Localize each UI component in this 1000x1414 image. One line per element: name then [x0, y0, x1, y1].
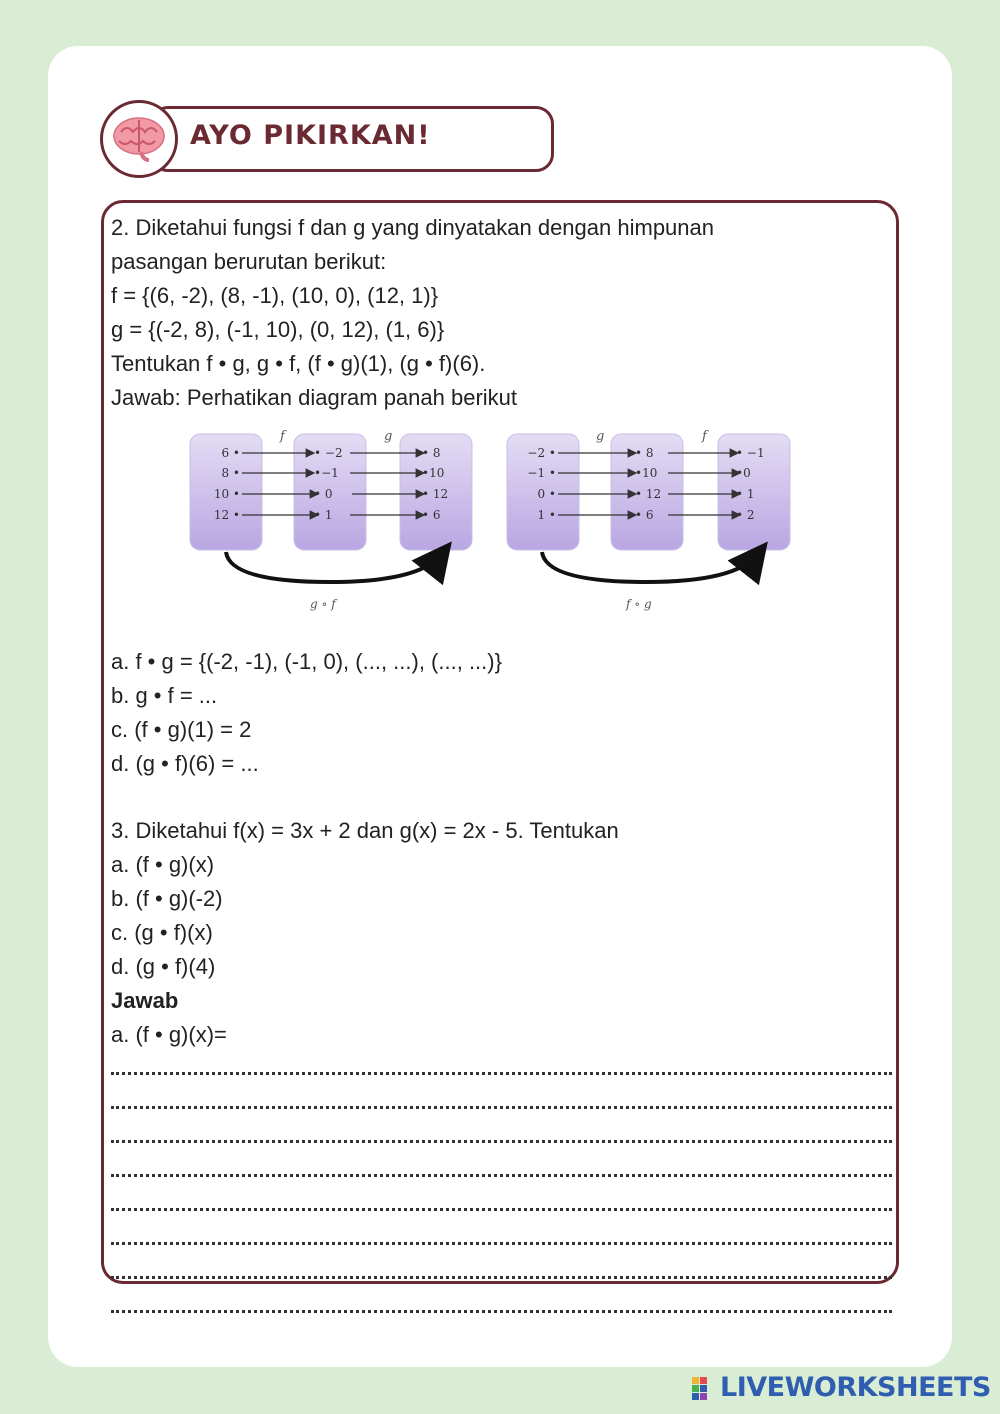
problem3-jawab-label: Jawab [111, 988, 179, 1013]
problem2-f-set: f = {(6, -2), (8, -1), (10, 0), (12, 1)} [111, 283, 439, 308]
svg-text:−2 •: −2 • [527, 446, 556, 460]
diagram-right [507, 429, 790, 611]
liveworksheets-logo [692, 1372, 991, 1403]
problem3-answer-a-label: a. (f • g)(x)= [111, 1022, 227, 1047]
svg-text:• 12: • 12 [635, 487, 662, 501]
svg-text:12 •: 12 • [213, 508, 240, 522]
answer-line-1[interactable] [111, 1072, 892, 1075]
svg-text:• 2: • 2 [736, 508, 755, 522]
svg-text:8 •: 8 • [221, 466, 240, 480]
problem2-line-1: 2. Diketahui fungsi f dan g yang dinyatakan dengan himpunan [111, 215, 714, 240]
svg-text:• 6: • 6 [422, 508, 441, 522]
svg-text:•10: •10 [422, 466, 445, 480]
brand-name: LIVEWORKSHEETS [720, 1372, 991, 1403]
svg-text:• 1: • 1 [736, 487, 755, 501]
problem2-jawab: Jawab: Perhatikan diagram panah berikut [111, 385, 518, 410]
answer-2b[interactable]: b. g • f = ... [111, 683, 218, 708]
svg-text:0 •: 0 • [537, 487, 556, 501]
svg-text:−1 •: −1 • [527, 466, 556, 480]
problem2-task: Tentukan f • g, g • f, (f • g)(1), (g • f)(6). [111, 351, 486, 376]
svg-text:• 12: • 12 [422, 487, 449, 501]
problem3-line-1: 3. Diketahui f(x) = 3x + 2 dan g(x) = 2x - 5. Tentukan [111, 818, 619, 843]
problem2-line-2: pasangan berurutan berikut: [111, 249, 387, 274]
answer-2c[interactable]: c. (f • g)(1) = 2 [111, 717, 252, 742]
svg-text:• −1: • −1 [736, 446, 765, 460]
problem3-d: d. (g • f)(4) [111, 954, 216, 979]
svg-text:• 1: • 1 [314, 508, 333, 522]
svg-text:• 6: • 6 [635, 508, 654, 522]
svg-text:• 0: • 0 [314, 487, 333, 501]
svg-text:g ∘ f: g ∘ f [310, 597, 336, 611]
brain-icon [111, 114, 167, 164]
arrow-diagrams [180, 420, 800, 620]
problem2-g-set: g = {(-2, 8), (-1, 10), (0, 12), (1, 6)} [111, 317, 445, 342]
brain-badge [100, 100, 178, 178]
answer-line-4[interactable] [111, 1174, 892, 1177]
problem3-a: a. (f • g)(x) [111, 852, 215, 877]
svg-text:f ∘ g: f ∘ g [626, 597, 652, 611]
answer-2a[interactable]: a. f • g = {(-2, -1), (-1, 0), (..., ...), (..., ...)} [111, 649, 502, 674]
answer-line-2[interactable] [111, 1106, 892, 1109]
svg-text:f: f [280, 429, 285, 444]
answer-2d[interactable]: d. (g • f)(6) = ... [111, 751, 259, 776]
header-title: AYO PIKIRKAN! [190, 120, 431, 151]
svg-text:• 8: • 8 [422, 446, 441, 460]
diagram-left [190, 429, 472, 611]
lws-logo-icon [692, 1375, 718, 1401]
svg-text:6 •: 6 • [221, 446, 240, 460]
svg-text:•10: •10 [635, 466, 658, 480]
svg-text:g: g [596, 429, 605, 444]
answer-line-8[interactable] [111, 1310, 892, 1313]
problem3-b: b. (f • g)(-2) [111, 886, 223, 911]
problem3-c: c. (g • f)(x) [111, 920, 213, 945]
svg-text:•0: •0 [736, 466, 751, 480]
answer-line-3[interactable] [111, 1140, 892, 1143]
svg-text:f: f [702, 429, 707, 444]
svg-text:1 •: 1 • [537, 508, 556, 522]
answer-line-7[interactable] [111, 1276, 892, 1279]
svg-text:10 •: 10 • [213, 487, 240, 501]
answer-line-5[interactable] [111, 1208, 892, 1211]
svg-text:g: g [384, 429, 393, 444]
svg-text:•−1: •−1 [314, 466, 339, 480]
svg-text:• 8: • 8 [635, 446, 654, 460]
svg-text:• −2: • −2 [314, 446, 343, 460]
answer-line-6[interactable] [111, 1242, 892, 1245]
